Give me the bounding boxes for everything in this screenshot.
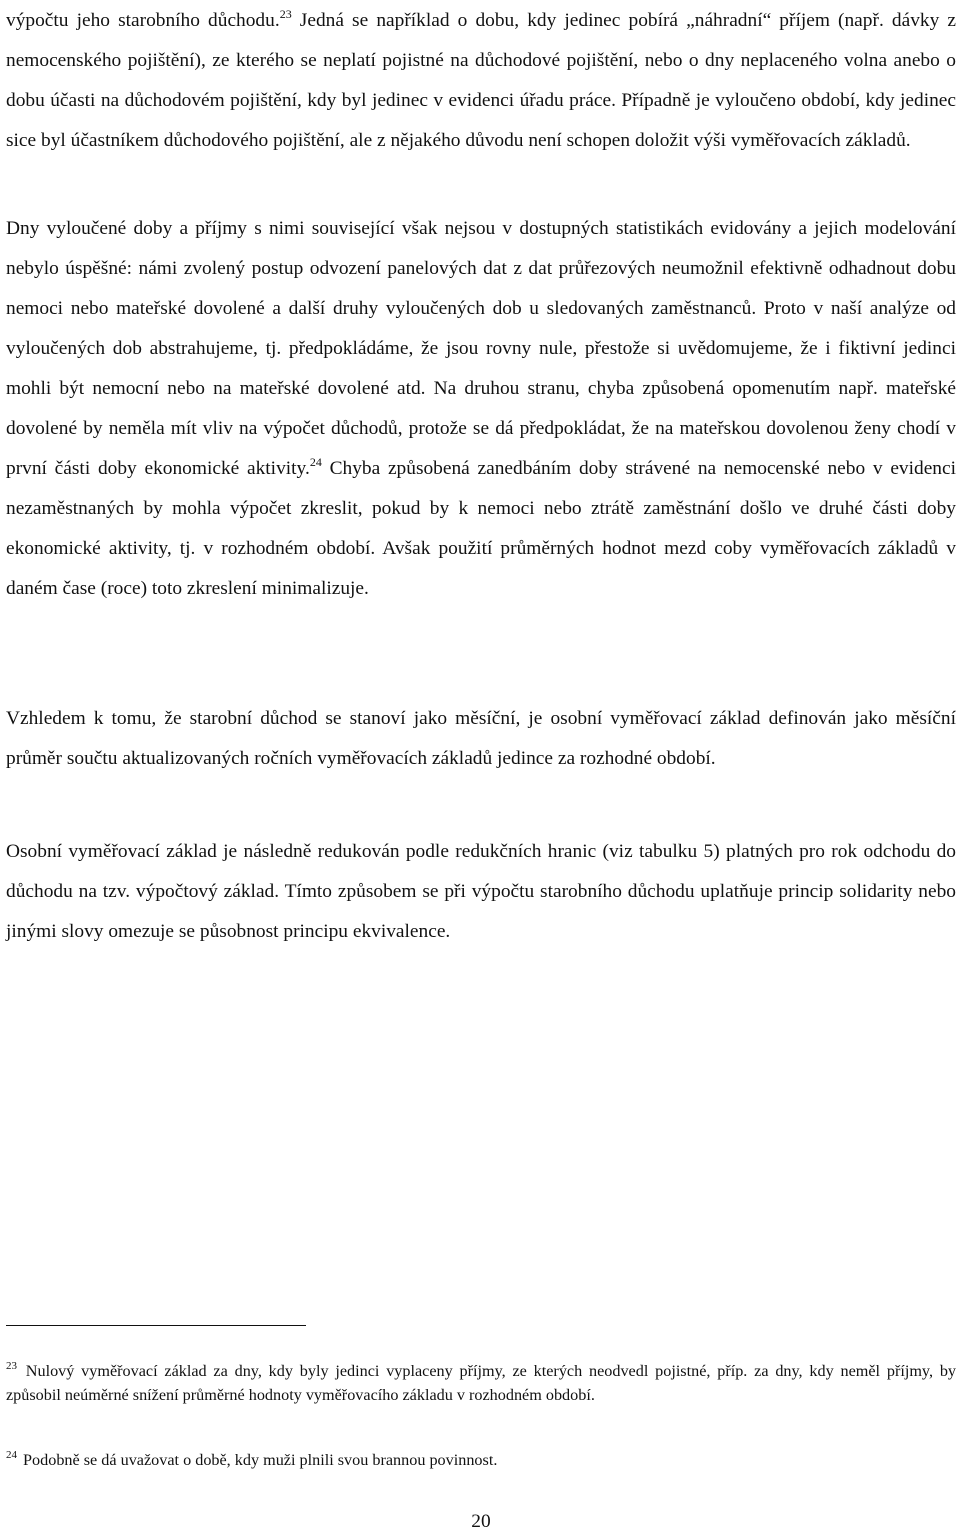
paragraph-text: Dny vyloučené doby a příjmy s nimi související však nejsou v dostupných statistikách evidovány a jejich modelování nebylo úspěšné: námi zvolený postup odvození panelových dat z dat průřezových neumožnil efektivně odhadnout dobu nemoci nebo mateřské dovolené a další druhy vyloučených dob u sledovaných zaměstnanců. Proto v naší analýze od vyloučených dob abstrahujeme, tj. předpokládáme, že jsou rovny nule, přestože si uvědomujeme, že i fiktivní jedinci mohli být nemocní nebo na mateřské dovolené atd. Na druhou stranu, chyba způsobená opomenutím např. mateřské dovolené by neměla mít vliv na výpočet důchodů, protože se dá předpokládat, že na mateřskou dovolenou ženy chodí v první části doby ekonomické aktivity. bbox=[6, 218, 956, 479]
footnote-reference[interactable]: 24 bbox=[309, 455, 322, 469]
page-number: 20 bbox=[471, 1511, 491, 1532]
footnote-24 bbox=[6, 1448, 956, 1472]
footnote-23 bbox=[6, 1359, 956, 1407]
footnote-text: Nulový vyměřovací základ za dny, kdy byly jedinci vyplaceny příjmy, ze kterých neodvedl pojistné, příp. za dny, kdy neměl příjmy, by způsobil neúměrné snížení průměrné hodnoty vyměřovacího základu v rozhodném období. bbox=[6, 1362, 956, 1404]
paragraph-excluded-days-modelling bbox=[6, 209, 956, 609]
paragraph-excluded-periods bbox=[6, 1, 956, 161]
footnote-separator bbox=[6, 1325, 306, 1326]
paragraph-text: Jedná se například o dobu, kdy jedinec pobírá „náhradní“ příjem (např. dávky z nemocenského pojištění), ze kterého se neplatí pojistné na důchodové pojištění, nebo o dny neplaceného volna anebo o dobu účasti na důchodovém pojištění, kdy byl jedinec v evidenci úřadu práce. Případně je vyloučeno období, kdy jedinec sice byl účastníkem důchodového pojištění, ale z nějakého důvodu není schopen doložit výši vyměřovacích základů. bbox=[6, 10, 957, 151]
footnote-number: 23 bbox=[6, 1360, 17, 1372]
footnote-reference[interactable]: 23 bbox=[279, 7, 292, 21]
footnote-text: Podobně se dá uvažovat o době, kdy muži plnili svou brannou povinnost. bbox=[19, 1451, 498, 1469]
footnote-number: 24 bbox=[6, 1449, 17, 1461]
paragraph-monthly-base: Vzhledem k tomu, že starobní důchod se stanoví jako měsíční, je osobní vyměřovací základ definován jako měsíční průměr součtu aktualizovaných ročních vyměřovacích základů jedince za rozhodné období. bbox=[6, 708, 956, 769]
paragraph-text: výpočtu jeho starobního důchodu. bbox=[6, 10, 280, 31]
paragraph-text: Chyba způsobená zanedbáním doby strávené na nemocenské nebo v evidenci nezaměstnaných by mohla výpočet zkreslit, pokud by k nemoci nebo ztrátě zaměstnání došlo ve druhé části doby ekonomické aktivity, tj. v rozhodném období. Avšak použití průměrných hodnot mezd coby vyměřovacích základů v daném čase (roce) toto zkreslení minimalizuje. bbox=[6, 458, 956, 599]
paragraph-reduction: Osobní vyměřovací základ je následně redukován podle redukčních hranic (viz tabulku 5) platných pro rok odchodu do důchodu na tzv. výpočtový základ. Tímto způsobem se při výpočtu starobního důchodu uplatňuje princip solidarity nebo jinými slovy omezuje se působnost principu ekvivalence. bbox=[6, 841, 956, 942]
